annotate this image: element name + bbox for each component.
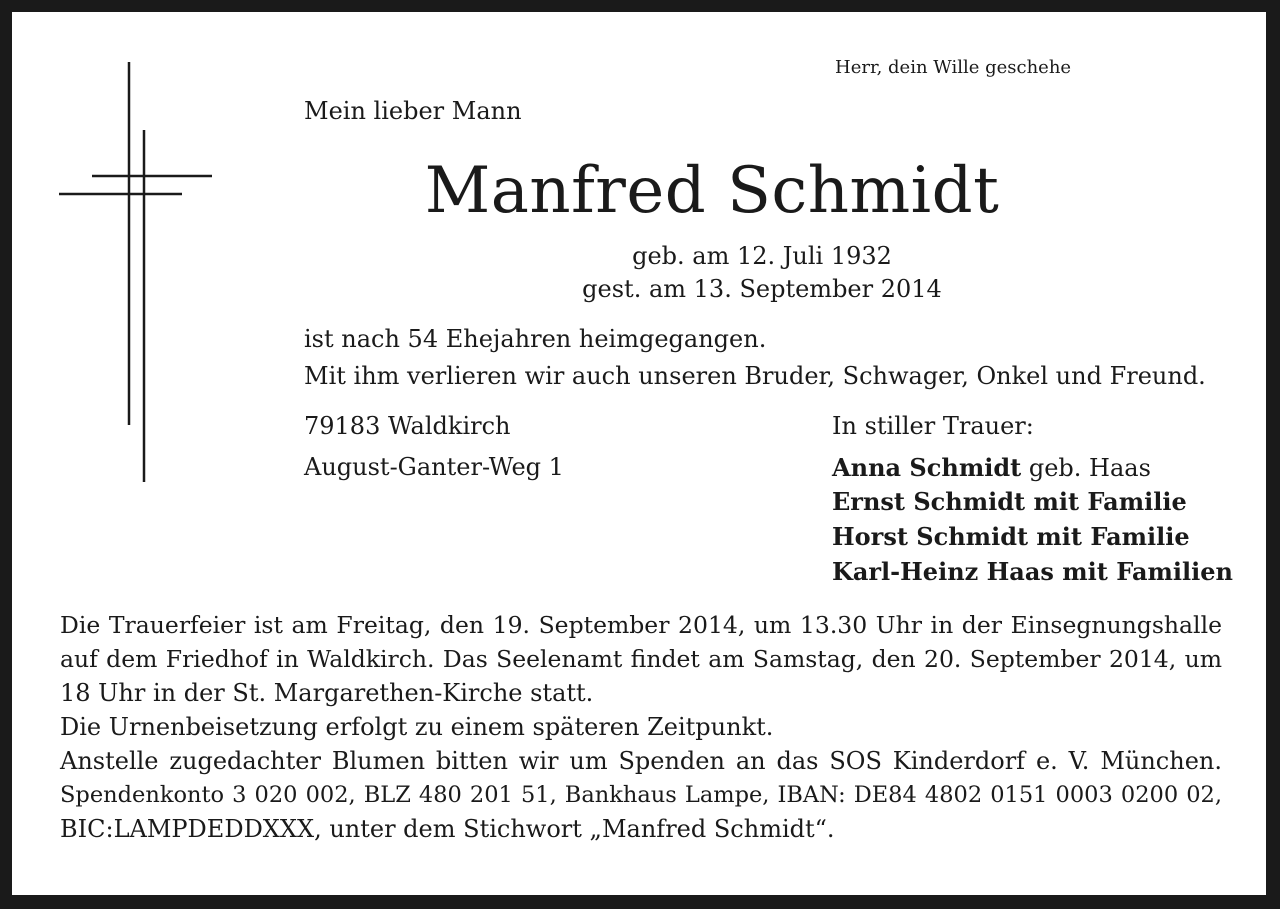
address-street: August-Ganter-Weg 1 <box>304 453 564 481</box>
funeral-line: auf dem Friedhof in Waldkirch. Das Seelenamt findet am Samstag, den 20. September 2014, um <box>60 645 1222 673</box>
bic-line: BIC:LAMPDEDDXXX, unter dem Stichwort „Manfred Schmidt“. <box>60 815 835 843</box>
body-line: ist nach 54 Ehejahren heimgegangen. <box>304 325 767 353</box>
mourner-family: Karl-Heinz Haas mit Familien <box>832 557 1233 586</box>
mourner-family: Ernst Schmidt mit Familie <box>832 487 1187 516</box>
body-line: Mit ihm verlieren wir auch unseren Bruder, Schwager, Onkel und Freund. <box>304 362 1206 390</box>
donation-line: Anstelle zugedachter Blumen bitten wir um Spenden an das SOS Kinderdorf e. V. München. <box>60 747 1222 775</box>
intro-line: Mein lieber Mann <box>304 97 522 125</box>
motto: Herr, dein Wille geschehe <box>835 57 1072 78</box>
funeral-details <box>60 608 1222 846</box>
funeral-line: Die Trauerfeier ist am Freitag, den 19. September 2014, um 13.30 Uhr in der Einsegnungshalle <box>60 611 1222 639</box>
widow-name: Anna Schmidt <box>832 453 1022 482</box>
funeral-line: 18 Uhr in der St. Margarethen-Kirche statt. <box>60 679 594 707</box>
mourner-family: Horst Schmidt mit Familie <box>832 522 1190 551</box>
birth-date: geb. am 12. Juli 1932 <box>632 242 892 270</box>
double-cross-icon <box>12 12 232 492</box>
bank-account-line: Spendenkonto 3 020 002, BLZ 480 201 51, Bankhaus Lampe, IBAN: DE84 4802 0151 0003 0200 02, <box>60 782 1222 808</box>
deceased-name: Manfred Schmidt <box>424 154 1000 228</box>
mourner-widow <box>832 453 1151 482</box>
address-city: 79183 Waldkirch <box>304 412 511 440</box>
death-date: gest. am 13. September 2014 <box>582 275 942 303</box>
urn-burial-line: Die Urnenbeisetzung erfolgt zu einem späteren Zeitpunkt. <box>60 713 774 741</box>
widow-maiden-name: geb. Haas <box>1021 454 1151 482</box>
mourners-heading: In stiller Trauer: <box>832 412 1034 440</box>
obituary-notice <box>12 12 1266 895</box>
